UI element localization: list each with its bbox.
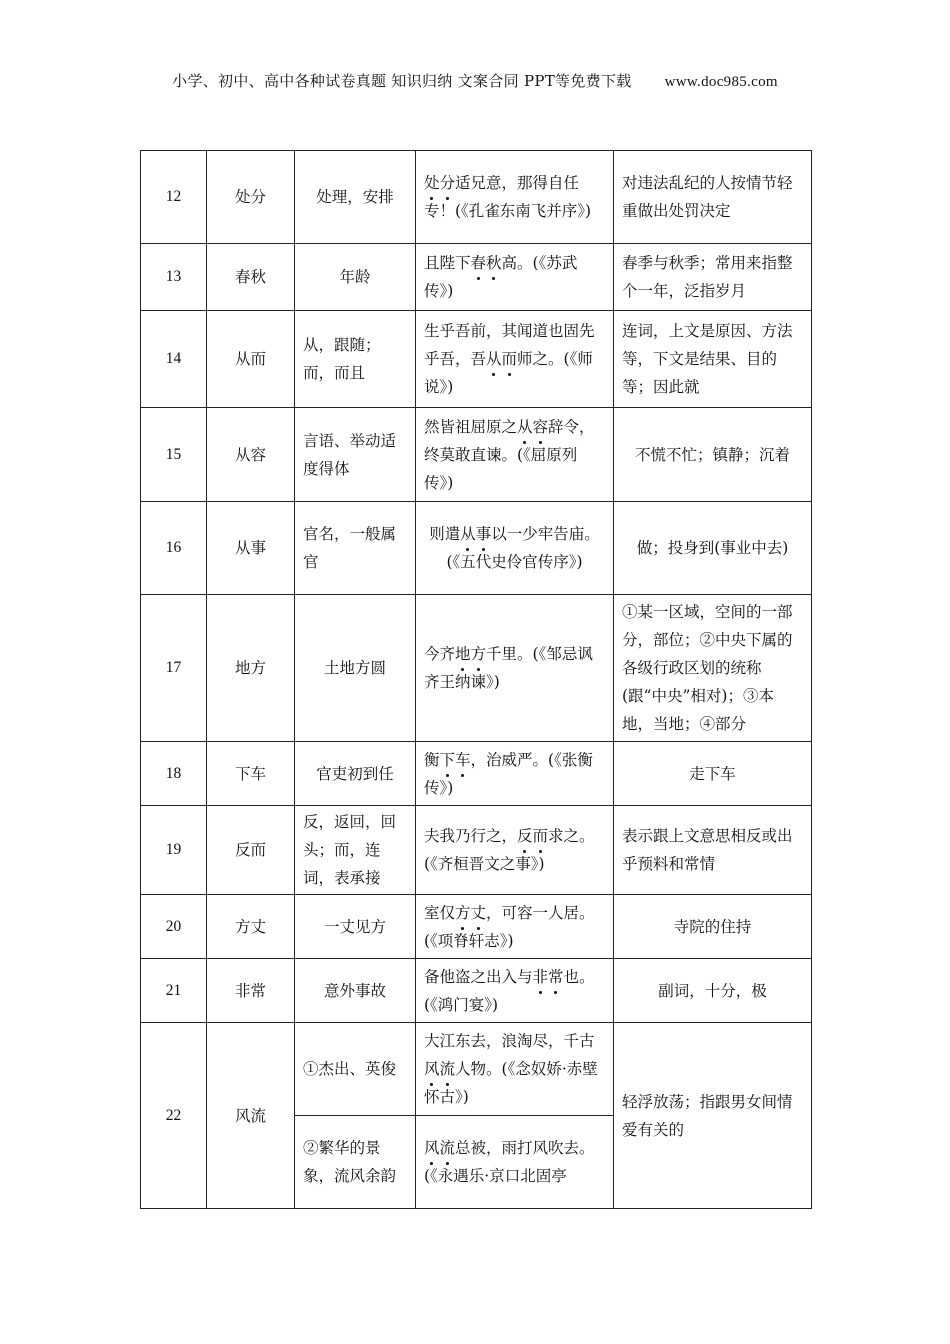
ancient-meaning-cell: 反，返回，回头；而，连词，表承接 (295, 806, 416, 895)
example-cell (416, 1023, 614, 1116)
example-cell (416, 1116, 614, 1209)
emphasized-character: 从 (517, 413, 533, 441)
modern-meaning-cell: 做；投身到(事业中去) (614, 502, 812, 595)
ancient-meaning-cell: ②繁华的景象，流风余韵 (295, 1116, 416, 1209)
example-cell (416, 244, 614, 311)
example-text: 今齐 (424, 645, 456, 663)
row-number: 22 (141, 1023, 207, 1209)
emphasized-character: 流 (440, 1134, 456, 1162)
ancient-meaning-cell: 官吏初到任 (295, 742, 416, 806)
ancient-meaning-cell: 土地方圆 (295, 595, 416, 742)
example-cell (416, 895, 614, 959)
example-cell (416, 502, 614, 595)
row-number: 18 (141, 742, 207, 806)
ancient-meaning-cell: ①杰出、英俊 (295, 1023, 416, 1116)
modern-meaning-cell: 不慌不忙；镇静；沉着 (614, 408, 812, 502)
example-cell (416, 959, 614, 1023)
word-cell: 反而 (207, 806, 295, 895)
emphasized-character: 风 (424, 1055, 440, 1083)
example-text: 师之。(《师说》) (424, 350, 593, 396)
emphasized-character: 车 (455, 746, 471, 774)
row-number: 13 (141, 244, 207, 311)
table-row (141, 311, 812, 408)
row-number: 14 (141, 311, 207, 408)
emphasized-character: 常 (548, 963, 564, 991)
row-number: 20 (141, 895, 207, 959)
table-row (141, 1023, 812, 1116)
example-cell (416, 806, 614, 895)
example-text: 人物。(《念奴娇·赤壁怀古》) (424, 1060, 598, 1106)
word-cell: 非常 (207, 959, 295, 1023)
table-row (141, 959, 812, 1023)
emphasized-character: 而 (502, 345, 518, 373)
header-text: 小学、初中、高中各种试卷真题 知识归纳 文案合同 PPT等免费下载 (172, 72, 632, 90)
example-cell (416, 151, 614, 244)
example-text: 备他盗之出入与 (424, 967, 533, 986)
modern-meaning-cell: 表示跟上文意思相反或出乎预料和常情 (614, 806, 812, 895)
emphasized-character: 下 (440, 746, 456, 774)
modern-meaning-cell: 副词，十分，极 (614, 959, 812, 1023)
word-cell: 风流 (207, 1023, 295, 1209)
example-text: ，治威严。(《张衡传》) (424, 750, 593, 797)
example-cell (416, 408, 614, 502)
word-cell: 从容 (207, 408, 295, 502)
ancient-meaning-cell: 官名，一般属官 (295, 502, 416, 595)
word-cell: 处分 (207, 151, 295, 244)
table-row (141, 742, 812, 806)
ancient-meaning-cell: 言语、举动适度得体 (295, 408, 416, 502)
example-text: 生乎吾前，其闻道也固先乎吾，吾 (424, 322, 595, 368)
emphasized-character: 容 (533, 413, 549, 441)
modern-meaning-cell: 走下车 (614, 742, 812, 806)
example-text: 辞令，终莫敢直谏。(《屈原列传》) (424, 417, 595, 492)
ancient-meaning-cell: 一丈见方 (295, 895, 416, 959)
word-cell: 方丈 (207, 895, 295, 959)
emphasized-character: 而 (533, 822, 549, 850)
modern-meaning-cell: 连词，上文是原因、方法等，下文是结果、目的等；因此就 (614, 311, 812, 408)
example-cell (416, 742, 614, 806)
page-header (0, 70, 950, 91)
row-number: 15 (141, 408, 207, 502)
modern-meaning-cell: ①某一区域，空间的一部分，部位；②中央下属的各级行政区划的统称(跟“中央”相对)；③本地，当地；④部分 (614, 595, 812, 742)
modern-meaning-cell: 轻浮放荡；指跟男女间情爱有关的 (614, 1023, 812, 1209)
example-text: 大江东去，浪淘尽，千古 (424, 1032, 595, 1050)
example-text: 则遣 (429, 525, 461, 543)
emphasized-character: 处 (424, 169, 440, 197)
modern-meaning-cell: 寺院的住持 (614, 895, 812, 959)
emphasized-character: 从 (460, 520, 476, 548)
emphasized-character: 丈 (471, 899, 487, 927)
word-cell: 地方 (207, 595, 295, 742)
emphasized-character: 事 (476, 520, 492, 548)
header-url[interactable]: www.doc985.com (664, 74, 778, 90)
word-cell: 下车 (207, 742, 295, 806)
example-cell (416, 311, 614, 408)
emphasized-character: 方 (471, 640, 487, 668)
example-text: 也。(《鸿门宴》) (424, 967, 595, 1014)
emphasized-character: 方 (455, 899, 471, 927)
ancient-meaning-cell: 处理，安排 (295, 151, 416, 244)
word-cell: 从事 (207, 502, 295, 595)
example-text: 以一少牢告庙。(《五代史伶官传序》) (446, 525, 600, 571)
example-text: 高。(《苏武传》) (424, 254, 578, 300)
ancient-meaning-cell: 从，跟随；而，而且 (295, 311, 416, 408)
emphasized-character: 春 (471, 249, 487, 277)
example-text: 求之。(《齐桓晋文之事》) (424, 827, 595, 873)
example-text: 且陛下 (424, 254, 471, 272)
ancient-meaning-cell: 意外事故 (295, 959, 416, 1023)
table-row (141, 895, 812, 959)
example-text: 衡 (424, 750, 440, 769)
modern-meaning-cell: 对违法乱纪的人按情节轻重做出处罚决定 (614, 151, 812, 244)
vocabulary-table (140, 150, 812, 1209)
row-number: 17 (141, 595, 207, 742)
row-number: 12 (141, 151, 207, 244)
table-row (141, 151, 812, 244)
example-text: 总被，雨打风吹去。(《永遇乐·京口北固亭 (424, 1139, 595, 1185)
word-cell: 从而 (207, 311, 295, 408)
row-number: 16 (141, 502, 207, 595)
emphasized-character: 风 (424, 1134, 440, 1162)
example-text: 然皆祖屈原之 (424, 417, 518, 436)
ancient-meaning-cell: 年龄 (295, 244, 416, 311)
table-row (141, 502, 812, 595)
example-text: 夫我乃行之， (424, 827, 518, 845)
emphasized-character: 地 (455, 640, 471, 668)
emphasized-character: 流 (440, 1055, 456, 1083)
table-row (141, 408, 812, 502)
word-cell: 春秋 (207, 244, 295, 311)
emphasized-character: 非 (533, 963, 549, 991)
table-row (141, 595, 812, 742)
emphasized-character: 分 (440, 169, 456, 197)
modern-meaning-cell: 春季与秋季；常用来指整个一年，泛指岁月 (614, 244, 812, 311)
emphasized-character: 反 (517, 822, 533, 850)
example-text: 室仅 (424, 903, 456, 922)
row-number: 19 (141, 806, 207, 895)
example-text: 千里。(《邹忌讽齐王纳谏》) (424, 645, 593, 691)
table-row (141, 244, 812, 311)
example-cell (416, 595, 614, 742)
table-row (141, 806, 812, 895)
emphasized-character: 从 (486, 345, 502, 373)
example-text: 适兄意，那得自任专！(《孔雀东南飞并序》) (424, 174, 592, 220)
emphasized-character: 秋 (486, 249, 502, 277)
row-number: 21 (141, 959, 207, 1023)
example-text: ，可容一人居。(《项脊轩志》) (424, 903, 595, 950)
